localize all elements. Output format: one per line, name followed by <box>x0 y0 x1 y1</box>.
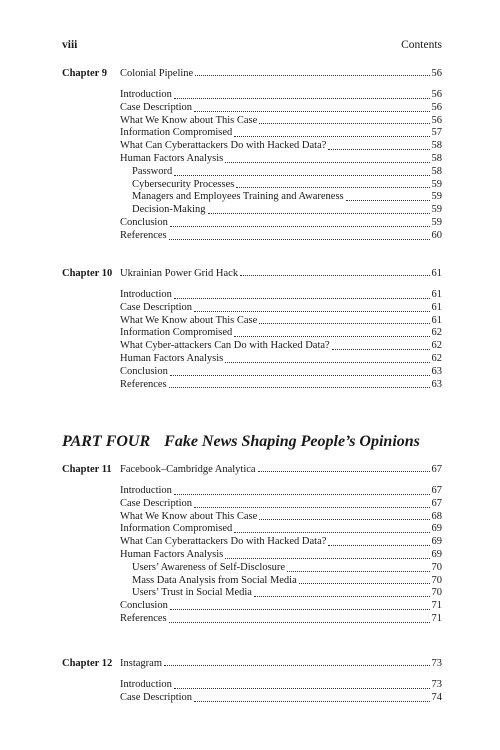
part-title: Fake News Shaping People’s Opinions <box>164 433 420 450</box>
chapter-heading-row[interactable] <box>62 658 442 674</box>
entry-title: Case Description <box>120 101 193 113</box>
toc-entry[interactable] <box>120 89 442 102</box>
leader-dots <box>174 688 430 689</box>
leader-dots <box>236 187 429 188</box>
entry-title: Introduction <box>120 89 172 100</box>
toc-entry[interactable] <box>120 340 442 353</box>
entry-title: What Can Cyberattackers Do with Hacked Data? <box>120 140 327 152</box>
entry-title: Case Description <box>120 301 193 313</box>
entries-list <box>120 679 442 705</box>
part-heading <box>62 433 420 451</box>
chapter-page: 61 <box>431 268 442 279</box>
toc-entry[interactable] <box>120 366 442 379</box>
entry-page: 62 <box>431 327 442 339</box>
part-label: PART FOUR <box>62 433 151 450</box>
entry-title: Managers and Employees Training and Awareness <box>132 191 344 203</box>
entry-title: References <box>120 229 167 241</box>
toc-entry[interactable] <box>120 575 442 588</box>
toc-entry[interactable] <box>120 692 442 705</box>
entry-page: 59 <box>431 204 442 216</box>
entry-title: Introduction <box>120 289 172 300</box>
chapter-label: Chapter 11 <box>62 464 112 475</box>
toc-entry[interactable] <box>120 327 442 340</box>
entry-page: 70 <box>431 574 442 586</box>
toc-entry[interactable] <box>120 353 442 366</box>
entry-title: References <box>120 612 167 624</box>
leader-dots <box>169 622 430 623</box>
entry-title: What We Know about This Case <box>120 314 258 326</box>
chapter-page: 67 <box>431 464 442 475</box>
chapter-title: Instagram <box>120 658 162 669</box>
chapter-10-block <box>62 268 442 390</box>
leader-dots <box>234 136 429 137</box>
entry-page: 57 <box>431 127 442 139</box>
leader-dots <box>195 75 429 76</box>
leader-dots <box>194 701 429 702</box>
entry-page: 59 <box>431 216 442 228</box>
leader-dots <box>328 545 429 546</box>
toc-entry[interactable] <box>120 523 442 536</box>
toc-entry[interactable] <box>120 153 442 166</box>
leader-dots <box>225 558 429 559</box>
entry-page: 73 <box>431 679 442 690</box>
entry-page: 56 <box>431 89 442 100</box>
entry-title: References <box>120 378 167 390</box>
chapter-label: Chapter 10 <box>62 268 113 279</box>
leader-dots <box>259 323 429 324</box>
entry-page: 59 <box>431 178 442 190</box>
leader-dots <box>259 519 429 520</box>
entry-page: 56 <box>431 101 442 113</box>
entry-title: What Can Cyberattackers Do with Hacked Data? <box>120 536 327 548</box>
leader-dots <box>194 311 429 312</box>
leader-dots <box>332 349 430 350</box>
entry-title: Decision-Making <box>132 204 206 216</box>
toc-entry[interactable] <box>120 115 442 128</box>
toc-entry[interactable] <box>120 613 442 626</box>
leader-dots <box>170 609 430 610</box>
entry-page: 56 <box>431 114 442 126</box>
entry-title: Information Compromised <box>120 127 233 139</box>
entry-title: Mass Data Analysis from Social Media <box>132 574 297 586</box>
entry-title: Password <box>132 165 173 177</box>
chapter-heading-row[interactable] <box>62 68 442 84</box>
entry-title: Introduction <box>120 679 172 690</box>
page-number: viii <box>62 39 78 51</box>
entries-list <box>120 89 442 243</box>
entry-page: 68 <box>431 510 442 522</box>
entry-title: What We Know about This Case <box>120 510 258 522</box>
entry-title: Information Compromised <box>120 327 233 339</box>
entry-page: 62 <box>431 340 442 352</box>
leader-dots <box>234 336 429 337</box>
toc-entry[interactable] <box>120 315 442 328</box>
chapter-11-block <box>62 464 442 624</box>
toc-entry[interactable] <box>120 179 442 192</box>
leader-dots <box>259 123 429 124</box>
chapter-12-block <box>62 658 442 703</box>
entry-title: Introduction <box>120 485 172 496</box>
entry-page: 61 <box>431 289 442 300</box>
leader-dots <box>225 362 429 363</box>
toc-entry[interactable] <box>120 127 442 140</box>
entry-title: What We Know about This Case <box>120 114 258 126</box>
entry-title: Human Factors Analysis <box>120 152 224 164</box>
toc-entry[interactable] <box>120 217 442 230</box>
entries-list <box>120 289 442 391</box>
toc-entry[interactable] <box>120 289 442 302</box>
leader-dots <box>174 98 430 99</box>
leader-dots <box>254 596 430 597</box>
toc-entry[interactable] <box>120 511 442 524</box>
chapter-page: 56 <box>431 68 442 79</box>
entry-title: Case Description <box>120 691 193 703</box>
entry-page: 62 <box>431 352 442 364</box>
entry-page: 67 <box>431 485 442 496</box>
entry-page: 69 <box>431 548 442 560</box>
entry-page: 71 <box>431 612 442 624</box>
chapter-title: Colonial Pipeline <box>120 68 194 79</box>
entry-page: 58 <box>431 152 442 164</box>
leader-dots <box>194 111 429 112</box>
leader-dots <box>287 571 429 572</box>
toc-entry[interactable] <box>120 230 442 243</box>
leader-dots <box>170 226 430 227</box>
toc-entry[interactable] <box>120 191 442 204</box>
entries-list <box>120 485 442 626</box>
running-header-title: Contents <box>401 39 442 51</box>
leader-dots <box>169 239 430 240</box>
leader-dots <box>240 275 429 276</box>
leader-dots <box>346 200 430 201</box>
leader-dots <box>174 298 430 299</box>
leader-dots <box>225 162 429 163</box>
toc-entry[interactable] <box>120 102 442 115</box>
toc-entry[interactable] <box>120 204 442 217</box>
leader-dots <box>299 583 430 584</box>
leader-dots <box>174 494 430 495</box>
toc-entry[interactable] <box>120 536 442 549</box>
chapter-title: Facebook–Cambridge Analytica <box>120 464 256 475</box>
toc-entry[interactable] <box>120 302 442 315</box>
toc-entry[interactable] <box>120 679 442 692</box>
leader-dots <box>328 149 429 150</box>
entry-title: Conclusion <box>120 600 168 612</box>
leader-dots <box>258 471 430 472</box>
entry-title: Users’ Awareness of Self-Disclosure <box>132 561 286 573</box>
leader-dots <box>208 213 430 214</box>
entry-page: 69 <box>431 536 442 548</box>
entry-page: 74 <box>431 691 442 703</box>
toc-entry[interactable] <box>120 498 442 511</box>
toc-entry[interactable] <box>120 140 442 153</box>
chapter-heading-row[interactable] <box>62 268 442 284</box>
leader-dots <box>194 507 429 508</box>
toc-entry[interactable] <box>120 587 442 600</box>
leader-dots <box>164 665 430 666</box>
toc-entry[interactable] <box>120 485 442 498</box>
entry-page: 61 <box>431 301 442 313</box>
entry-page: 63 <box>431 365 442 377</box>
entry-page: 63 <box>431 378 442 390</box>
toc-entry[interactable] <box>120 549 442 562</box>
entry-page: 69 <box>431 523 442 535</box>
toc-entry[interactable] <box>120 379 442 392</box>
chapter-9-block <box>62 68 442 241</box>
entry-page: 59 <box>431 191 442 203</box>
toc-entry[interactable] <box>120 600 442 613</box>
entry-page: 70 <box>431 587 442 599</box>
entry-title: What Cyber-attackers Can Do with Hacked Data? <box>120 340 330 352</box>
chapter-label: Chapter 12 <box>62 658 113 669</box>
entry-page: 60 <box>431 229 442 241</box>
toc-entry[interactable] <box>120 166 442 179</box>
entry-title: Human Factors Analysis <box>120 352 224 364</box>
entry-page: 67 <box>431 497 442 509</box>
entry-title: Case Description <box>120 497 193 509</box>
chapter-heading-row[interactable] <box>62 464 442 480</box>
entry-title: Conclusion <box>120 365 168 377</box>
entry-page: 58 <box>431 165 442 177</box>
chapter-title: Ukrainian Power Grid Hack <box>120 268 239 279</box>
entry-page: 58 <box>431 140 442 152</box>
leader-dots <box>174 175 429 176</box>
leader-dots <box>169 387 430 388</box>
entry-title: Users’ Trust in Social Media <box>132 587 252 599</box>
chapter-label: Chapter 9 <box>62 68 108 79</box>
entry-title: Cybersecurity Processes <box>132 178 235 190</box>
entry-page: 61 <box>431 314 442 326</box>
entry-title: Human Factors Analysis <box>120 548 224 560</box>
chapter-page: 73 <box>431 658 442 669</box>
leader-dots <box>170 375 430 376</box>
leader-dots <box>234 532 429 533</box>
toc-entry[interactable] <box>120 562 442 575</box>
entry-page: 71 <box>431 600 442 612</box>
entry-title: Information Compromised <box>120 523 233 535</box>
entry-title: Conclusion <box>120 216 168 228</box>
entry-page: 70 <box>431 561 442 573</box>
